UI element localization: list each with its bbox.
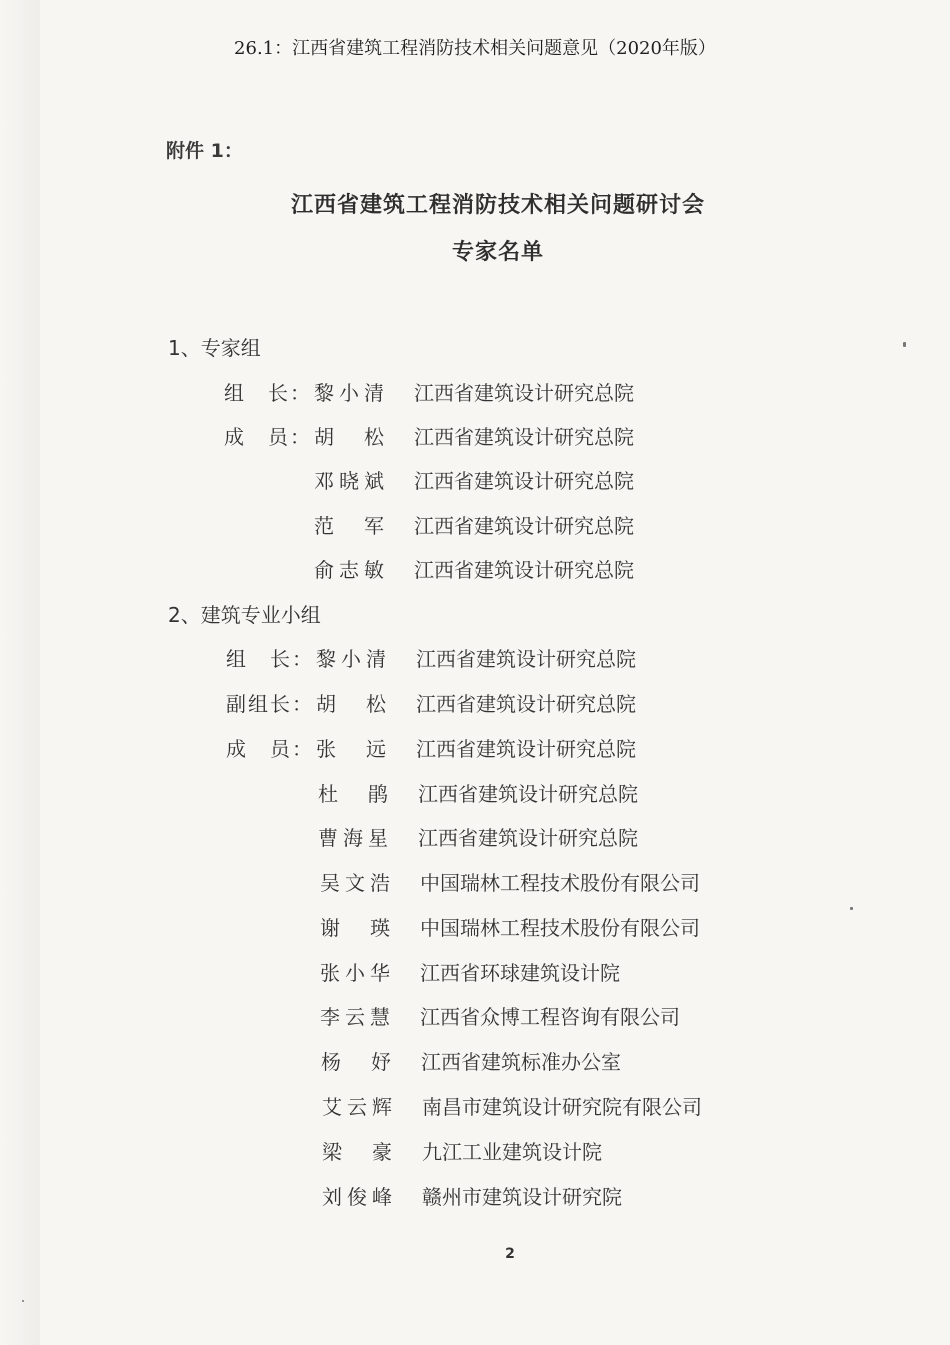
member-name: 胡 松 <box>314 425 384 449</box>
member-name: 谢 瑛 <box>320 916 390 940</box>
member-role: 组 长： <box>226 647 312 671</box>
member-organization: 江西省建筑设计研究总院 <box>418 782 638 806</box>
member-role: 组 长： <box>224 381 310 405</box>
member-organization: 江西省建筑设计研究总院 <box>414 381 634 405</box>
member-organization: 江西省建筑设计研究总院 <box>414 425 634 449</box>
member-organization: 九江工业建筑设计院 <box>422 1140 602 1164</box>
member-name: 梁 豪 <box>322 1140 392 1164</box>
member-name: 范 军 <box>314 514 384 538</box>
member-name: 吴文浩 <box>320 871 390 895</box>
page-number: 2 <box>505 1246 515 1262</box>
member-name: 曹海星 <box>318 826 388 850</box>
member-name: 张 远 <box>316 737 386 761</box>
member-role: 成 员： <box>224 425 310 449</box>
member-name: 艾云辉 <box>322 1095 392 1119</box>
scan-speck <box>903 342 906 347</box>
member-role: 副组长： <box>226 692 312 716</box>
member-organization: 江西省众博工程咨询有限公司 <box>420 1005 680 1029</box>
member-organization: 南昌市建筑设计研究院有限公司 <box>422 1095 702 1119</box>
member-organization: 江西省建筑设计研究总院 <box>414 558 634 582</box>
scan-speck <box>850 907 853 910</box>
section-heading-expert-group: 1、专家组 <box>168 336 261 360</box>
member-name: 杜 鹃 <box>318 782 388 806</box>
member-organization: 江西省建筑设计研究总院 <box>418 826 638 850</box>
attachment-label: 附件 1： <box>166 140 243 162</box>
member-organization: 江西省建筑设计研究总院 <box>416 692 636 716</box>
member-name: 李云慧 <box>320 1005 390 1029</box>
member-organization: 江西省建筑标准办公室 <box>421 1050 621 1074</box>
scan-speck <box>22 1300 24 1302</box>
page-header: 26.1：江西省建筑工程消防技术相关问题意见（2020年版） <box>234 38 716 59</box>
member-organization: 江西省建筑设计研究总院 <box>416 737 636 761</box>
section-heading-architecture-group: 2、建筑专业小组 <box>168 603 321 627</box>
member-organization: 江西省环球建筑设计院 <box>420 961 620 985</box>
document-subtitle: 专家名单 <box>451 240 544 265</box>
member-name: 张小华 <box>320 961 390 985</box>
member-organization: 中国瑞林工程技术股份有限公司 <box>420 916 700 940</box>
member-name: 黎小清 <box>314 381 384 405</box>
member-organization: 江西省建筑设计研究总院 <box>414 469 634 493</box>
member-organization: 江西省建筑设计研究总院 <box>414 514 634 538</box>
member-organization: 赣州市建筑设计研究院 <box>422 1185 622 1209</box>
member-role: 成 员： <box>226 737 312 761</box>
member-name: 邓晓斌 <box>314 469 384 493</box>
member-organization: 江西省建筑设计研究总院 <box>416 647 636 671</box>
member-name: 杨 妤 <box>321 1050 391 1074</box>
member-organization: 中国瑞林工程技术股份有限公司 <box>420 871 700 895</box>
member-name: 刘俊峰 <box>322 1185 392 1209</box>
member-name: 胡 松 <box>316 692 386 716</box>
member-name: 俞志敏 <box>314 558 384 582</box>
member-name: 黎小清 <box>316 647 386 671</box>
document-title: 江西省建筑工程消防技术相关问题研讨会 <box>290 193 705 218</box>
